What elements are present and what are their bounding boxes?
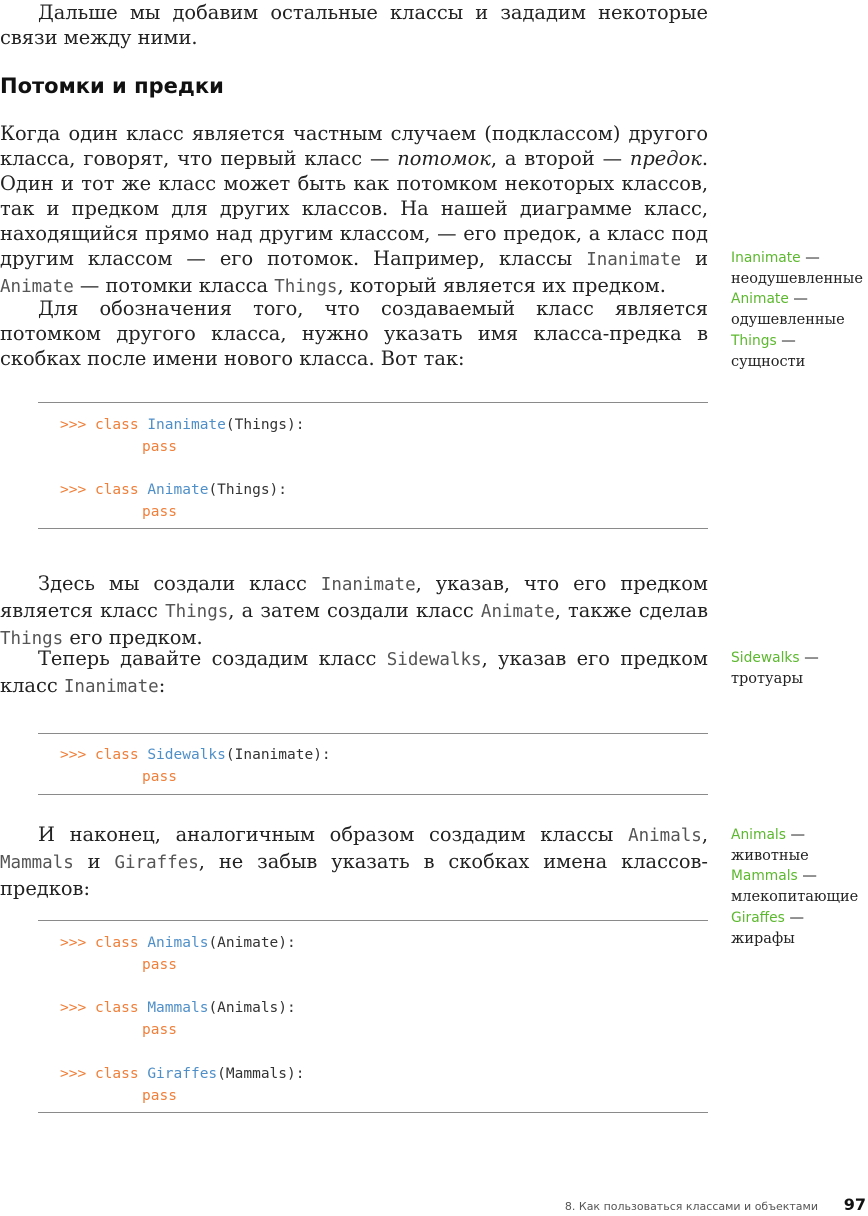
margin-note-glossary-2: Sidewalks — тротуары [731, 650, 819, 687]
code-block-2 [38, 733, 708, 795]
section-heading: Потомки и предки [0, 74, 224, 98]
code-line: >>> class Giraffes(Mammals): [60, 1066, 305, 1082]
paragraph-explanation: Здесь мы создали класс Inanimate, указав, что его предком является класс Things, а затем создали класс Animate, также сделав Things его предком. [0, 572, 709, 649]
code-line: >>> class Animate(Things): [60, 482, 288, 498]
code-line: pass [142, 1022, 177, 1038]
running-footer: 8. Как пользоваться классами и объектами [564, 1200, 818, 1213]
code-line: pass [142, 1088, 177, 1104]
code-line: >>> class Mammals(Animals): [60, 1000, 296, 1016]
paragraph-finally: И наконец, аналогичным образом создадим классы Animals, Mammals и Giraffes, не забыв указать в скобках имена классов-предков: [0, 823, 708, 900]
paragraph-how-to: Для обозначения того, что создаваемый класс является потомком другого класса, нужно указать имя класса-предка в скобках после имени нового класса. Вот так: [0, 297, 708, 370]
paragraph-sidewalks: Теперь давайте создадим класс Sidewalks, указав его предком класс Inanimate: [0, 647, 709, 697]
margin-note-glossary-3: Animals — животные Mammals — млекопитающие Giraffes — жирафы [731, 827, 859, 947]
code-line: >>> class Inanimate(Things): [60, 417, 305, 433]
code-block-1 [38, 402, 708, 529]
code-line: pass [142, 957, 177, 973]
paragraph-intro: Дальше мы добавим остальные классы и зададим некоторые связи между ними. [0, 1, 708, 49]
code-line: pass [142, 769, 177, 785]
paragraph-descendants: Когда один класс является частным случаем (подклассом) другого класса, говорят, что первый класс — потомок, а второй — предок. Один и тот же класс может быть как потомком некоторых классов, так и предком для других классов. На нашей диаграмме класс, находящийся прямо над другим классом, — его предок, а класс под другим классом — его потомок. Например, классы Inanimate и Animate — потомки класса Things, который является их предком. [0, 122, 708, 297]
code-line: >>> class Animals(Animate): [60, 935, 296, 951]
code-line: pass [142, 504, 177, 520]
margin-note-glossary-1: Inanimate — неодушевленные Animate — одушевленные Things — сущности [731, 250, 863, 370]
page-number: 97 [843, 1195, 866, 1214]
code-line: pass [142, 439, 177, 455]
code-block-3 [38, 920, 708, 1113]
code-line: >>> class Sidewalks(Inanimate): [60, 747, 331, 763]
